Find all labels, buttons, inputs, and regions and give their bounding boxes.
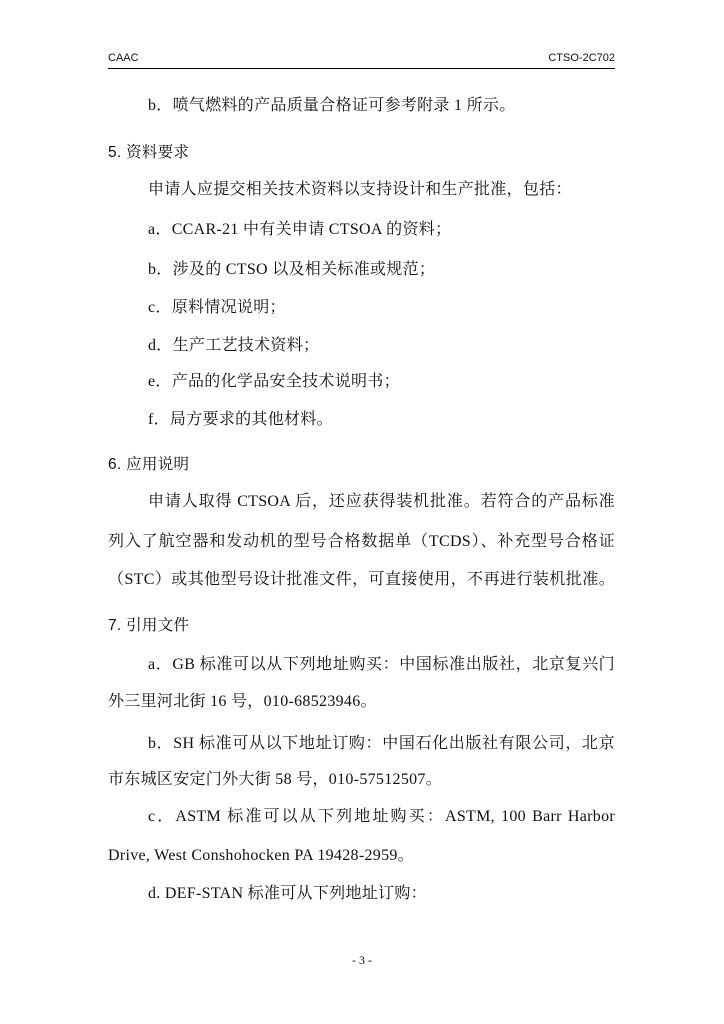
header-left-label: CAAC [108, 52, 139, 64]
paragraph-line: a．GB 标准可以从下列地址购买：中国标准出版社，北京复兴门 [148, 656, 615, 673]
list-item: c．原料情况说明； [148, 299, 286, 316]
paragraph-line: 申请人取得 CTSOA 后，还应获得装机批准。若符合的产品标准 [148, 493, 615, 510]
paragraph-line: d. DEF-STAN 标准可从下列地址订购： [148, 885, 427, 902]
section-heading: 5. 资料要求 [108, 144, 190, 161]
paragraph-line: 列入了航空器和发动机的型号合格数据单（TCDS）、补充型号合格证 [108, 533, 615, 550]
paragraph-line: b．喷气燃料的产品质量合格证可参考附录 1 所示。 [148, 97, 516, 114]
paragraph-line: 外三里河北街 16 号，010-68523946。 [108, 693, 377, 710]
list-item: e．产品的化学品安全技术说明书； [148, 373, 400, 390]
paragraph-line: Drive, West Conshohocken PA 19428-2959。 [108, 847, 414, 864]
page-header [108, 52, 615, 69]
list-item: d．生产工艺技术资料； [148, 337, 320, 354]
paragraph-line: （STC）或其他型号设计批准文件，可直接使用，不再进行装机批准。 [108, 571, 615, 588]
page-number: - 3 - [352, 953, 372, 967]
paragraph-line: c．ASTM 标准可以从下列地址购买：ASTM, 100 Barr Harbor [148, 808, 615, 825]
paragraph-line: 申请人应提交相关技术资料以支持设计和生产批准，包括： [148, 181, 572, 198]
list-item: a．CCAR-21 中有关申请 CTSOA 的资料； [148, 221, 452, 238]
list-item: b．涉及的 CTSO 以及相关标准或规范； [148, 261, 436, 278]
header-right-label: CTSO-2C702 [548, 52, 615, 64]
section-heading: 7. 引用文件 [108, 617, 190, 634]
list-item: f．局方要求的其他材料。 [148, 411, 333, 428]
paragraph-line: 市东城区安定门外大街 58 号，010-57512507。 [108, 771, 443, 788]
section-heading: 6. 应用说明 [108, 456, 190, 473]
paragraph-line: b．SH 标准可从以下地址订购：中国石化出版社有限公司，北京 [148, 735, 615, 752]
